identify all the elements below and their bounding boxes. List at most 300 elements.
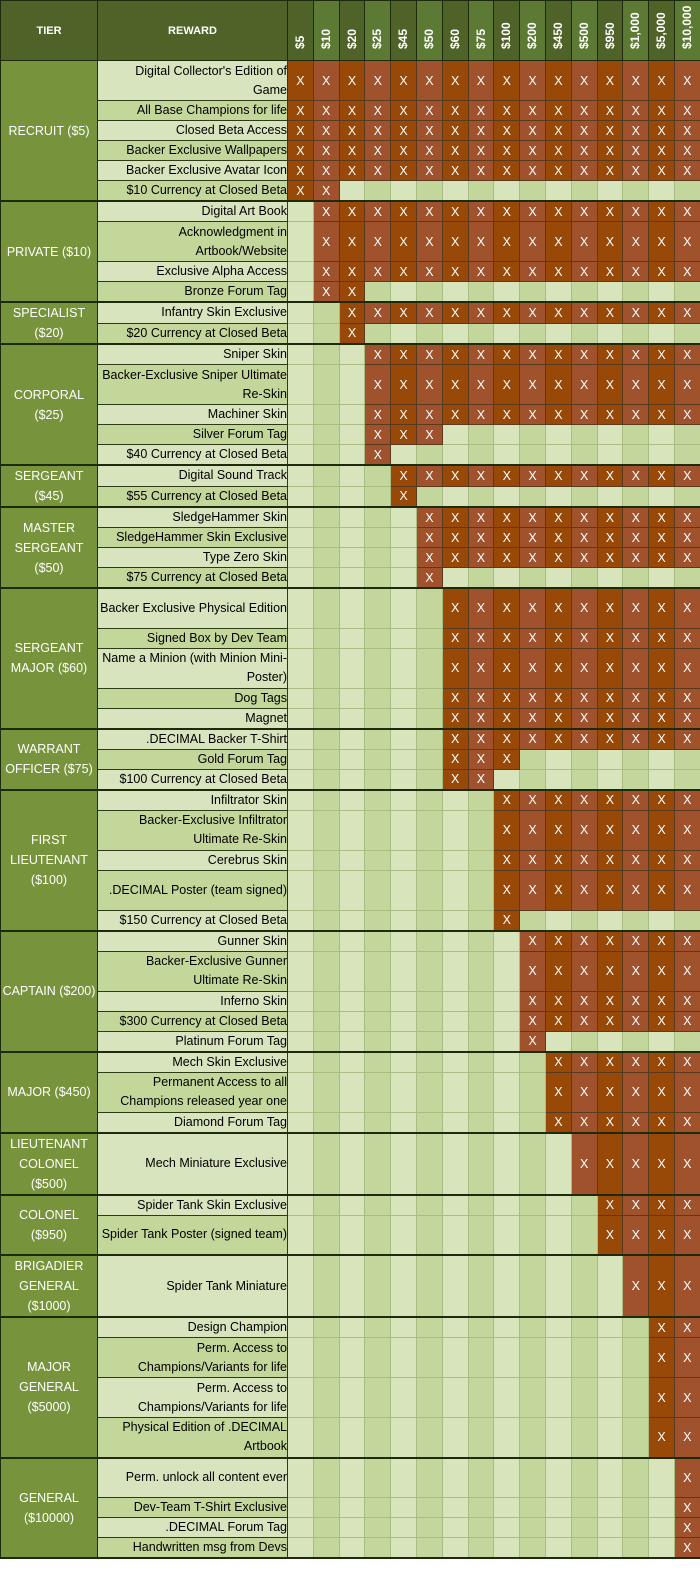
included-mark: X — [674, 588, 700, 628]
included-mark: X — [597, 1052, 623, 1073]
tier-name: FIRST LIEUTENANT ($100) — [1, 790, 98, 931]
included-mark: X — [520, 302, 546, 323]
empty-cell — [571, 910, 597, 931]
included-mark: X — [313, 141, 339, 161]
empty-cell — [416, 991, 442, 1011]
empty-cell — [468, 790, 494, 811]
included-mark: X — [649, 507, 675, 528]
included-mark: X — [468, 262, 494, 282]
included-mark: X — [597, 688, 623, 708]
empty-cell — [520, 425, 546, 445]
empty-cell — [339, 628, 365, 648]
reward-name: Dog Tags — [98, 688, 288, 708]
empty-cell — [339, 425, 365, 445]
included-mark: X — [442, 708, 468, 729]
empty-cell — [339, 486, 365, 507]
empty-cell — [365, 1317, 391, 1338]
included-mark: X — [571, 951, 597, 991]
included-mark: X — [623, 1215, 649, 1255]
included-mark: X — [288, 181, 314, 202]
empty-cell — [571, 1215, 597, 1255]
included-mark: X — [494, 588, 520, 628]
included-mark: X — [468, 101, 494, 121]
empty-cell — [442, 282, 468, 303]
empty-cell — [545, 181, 571, 202]
included-mark: X — [416, 568, 442, 589]
empty-cell — [597, 282, 623, 303]
empty-cell — [520, 1112, 546, 1133]
empty-cell — [468, 1538, 494, 1559]
empty-cell — [313, 425, 339, 445]
empty-cell — [416, 1215, 442, 1255]
included-mark: X — [571, 161, 597, 181]
empty-cell — [365, 749, 391, 769]
included-mark: X — [649, 850, 675, 870]
empty-cell — [545, 1458, 571, 1498]
included-mark: X — [674, 1255, 700, 1317]
included-mark: X — [674, 465, 700, 486]
empty-cell — [313, 1518, 339, 1538]
included-mark: X — [545, 507, 571, 528]
included-mark: X — [442, 262, 468, 282]
empty-cell — [571, 1458, 597, 1498]
empty-cell — [674, 568, 700, 589]
empty-cell — [520, 181, 546, 202]
included-mark: X — [571, 528, 597, 548]
reward-name: Gunner Skin — [98, 931, 288, 952]
included-mark: X — [494, 161, 520, 181]
included-mark: X — [494, 141, 520, 161]
reward-row — [1, 1458, 700, 1498]
included-mark: X — [494, 262, 520, 282]
included-mark: X — [674, 1458, 700, 1498]
included-mark: X — [468, 769, 494, 790]
empty-cell — [416, 1133, 442, 1195]
reward-row — [1, 931, 700, 952]
empty-cell — [365, 991, 391, 1011]
empty-cell — [442, 1458, 468, 1498]
included-mark: X — [520, 61, 546, 101]
included-mark: X — [520, 648, 546, 688]
reward-name: Infiltrator Skin — [98, 790, 288, 811]
tier-name: SPECIALIST ($20) — [1, 302, 98, 344]
empty-cell — [313, 1133, 339, 1195]
empty-cell — [494, 1195, 520, 1216]
empty-cell — [494, 486, 520, 507]
empty-cell — [288, 262, 314, 282]
included-mark: X — [571, 465, 597, 486]
empty-cell — [545, 1518, 571, 1538]
empty-cell — [313, 628, 339, 648]
empty-cell — [494, 1458, 520, 1498]
included-mark: X — [288, 61, 314, 101]
included-mark: X — [468, 528, 494, 548]
empty-cell — [494, 282, 520, 303]
included-mark: X — [571, 548, 597, 568]
empty-cell — [416, 1112, 442, 1133]
empty-cell — [365, 528, 391, 548]
included-mark: X — [494, 548, 520, 568]
amount-column-header — [416, 1, 442, 61]
included-mark: X — [520, 628, 546, 648]
included-mark: X — [674, 1133, 700, 1195]
empty-cell — [288, 1378, 314, 1418]
included-mark: X — [623, 688, 649, 708]
included-mark: X — [597, 588, 623, 628]
reward-row — [1, 344, 700, 365]
empty-cell — [494, 1112, 520, 1133]
empty-cell — [365, 465, 391, 486]
included-mark: X — [649, 1133, 675, 1195]
included-mark: X — [597, 1011, 623, 1031]
amount-label: $10 — [318, 28, 333, 49]
included-mark: X — [494, 688, 520, 708]
included-mark: X — [468, 405, 494, 425]
included-mark: X — [545, 1112, 571, 1133]
empty-cell — [468, 1052, 494, 1073]
empty-cell — [313, 344, 339, 365]
included-mark: X — [545, 648, 571, 688]
empty-cell — [416, 688, 442, 708]
amount-label: $20 — [344, 28, 359, 49]
included-mark: X — [649, 344, 675, 365]
reward-row — [1, 445, 700, 466]
included-mark: X — [649, 810, 675, 850]
included-mark: X — [674, 61, 700, 101]
included-mark: X — [494, 101, 520, 121]
included-mark: X — [339, 101, 365, 121]
empty-cell — [288, 507, 314, 528]
included-mark: X — [649, 1215, 675, 1255]
empty-cell — [468, 1195, 494, 1216]
included-mark: X — [649, 1255, 675, 1317]
included-mark: X — [442, 61, 468, 101]
included-mark: X — [623, 528, 649, 548]
empty-cell — [416, 931, 442, 952]
included-mark: X — [339, 161, 365, 181]
empty-cell — [391, 445, 417, 466]
empty-cell — [468, 568, 494, 589]
reward-name: Perm. Access to Champions/Variants for life — [98, 1338, 288, 1378]
included-mark: X — [623, 588, 649, 628]
included-mark: X — [674, 201, 700, 222]
included-mark: X — [442, 201, 468, 222]
included-mark: X — [674, 790, 700, 811]
empty-cell — [288, 749, 314, 769]
included-mark: X — [623, 262, 649, 282]
empty-cell — [288, 729, 314, 750]
included-mark: X — [674, 708, 700, 729]
included-mark: X — [571, 729, 597, 750]
included-mark: X — [571, 201, 597, 222]
reward-row — [1, 486, 700, 507]
empty-cell — [623, 568, 649, 589]
included-mark: X — [520, 141, 546, 161]
empty-cell — [442, 445, 468, 466]
included-mark: X — [494, 61, 520, 101]
empty-cell — [365, 282, 391, 303]
empty-cell — [468, 486, 494, 507]
included-mark: X — [649, 1378, 675, 1418]
empty-cell — [313, 445, 339, 466]
reward-name: SledgeHammer Skin Exclusive — [98, 528, 288, 548]
included-mark: X — [623, 1133, 649, 1195]
empty-cell — [391, 1458, 417, 1498]
included-mark: X — [649, 708, 675, 729]
included-mark: X — [339, 282, 365, 303]
included-mark: X — [597, 708, 623, 729]
empty-cell — [442, 870, 468, 910]
included-mark: X — [520, 688, 546, 708]
included-mark: X — [571, 1133, 597, 1195]
empty-cell — [365, 1031, 391, 1052]
empty-cell — [674, 282, 700, 303]
included-mark: X — [520, 991, 546, 1011]
empty-cell — [416, 708, 442, 729]
empty-cell — [468, 1338, 494, 1378]
empty-cell — [468, 1072, 494, 1112]
empty-cell — [391, 548, 417, 568]
empty-cell — [468, 1031, 494, 1052]
included-mark: X — [649, 1338, 675, 1378]
empty-cell — [313, 991, 339, 1011]
empty-cell — [468, 425, 494, 445]
empty-cell — [442, 323, 468, 344]
empty-cell — [365, 648, 391, 688]
included-mark: X — [468, 161, 494, 181]
empty-cell — [313, 1317, 339, 1338]
empty-cell — [339, 528, 365, 548]
included-mark: X — [468, 302, 494, 323]
empty-cell — [416, 951, 442, 991]
empty-cell — [468, 931, 494, 952]
included-mark: X — [674, 870, 700, 910]
included-mark: X — [571, 628, 597, 648]
reward-row — [1, 181, 700, 202]
empty-cell — [416, 282, 442, 303]
included-mark: X — [597, 161, 623, 181]
empty-cell — [494, 1052, 520, 1073]
included-mark: X — [313, 282, 339, 303]
included-mark: X — [623, 1072, 649, 1112]
reward-row — [1, 790, 700, 811]
included-mark: X — [571, 810, 597, 850]
reward-name: $75 Currency at Closed Beta — [98, 568, 288, 589]
included-mark: X — [391, 61, 417, 101]
included-mark: X — [442, 141, 468, 161]
reward-name: Type Zero Skin — [98, 548, 288, 568]
reward-name: Dev-Team T-Shirt Exclusive — [98, 1498, 288, 1518]
empty-cell — [597, 1498, 623, 1518]
empty-cell — [313, 1011, 339, 1031]
included-mark: X — [545, 465, 571, 486]
included-mark: X — [623, 991, 649, 1011]
empty-cell — [494, 769, 520, 790]
empty-cell — [339, 769, 365, 790]
empty-cell — [365, 910, 391, 931]
included-mark: X — [416, 405, 442, 425]
included-mark: X — [623, 810, 649, 850]
empty-cell — [339, 850, 365, 870]
empty-cell — [313, 1255, 339, 1317]
included-mark: X — [520, 507, 546, 528]
included-mark: X — [545, 344, 571, 365]
empty-cell — [468, 323, 494, 344]
included-mark: X — [313, 101, 339, 121]
included-mark: X — [597, 405, 623, 425]
included-mark: X — [623, 201, 649, 222]
reward-name: Signed Box by Dev Team — [98, 628, 288, 648]
included-mark: X — [674, 729, 700, 750]
reward-name: Silver Forum Tag — [98, 425, 288, 445]
empty-cell — [597, 1418, 623, 1458]
reward-name: Handwritten msg from Devs — [98, 1538, 288, 1559]
empty-cell — [339, 588, 365, 628]
amount-column-header — [520, 1, 546, 61]
included-mark: X — [597, 528, 623, 548]
included-mark: X — [468, 507, 494, 528]
empty-cell — [339, 729, 365, 750]
included-mark: X — [545, 1052, 571, 1073]
included-mark: X — [365, 222, 391, 262]
empty-cell — [623, 1518, 649, 1538]
empty-cell — [313, 648, 339, 688]
included-mark: X — [623, 507, 649, 528]
included-mark: X — [571, 1112, 597, 1133]
reward-row — [1, 548, 700, 568]
included-mark: X — [365, 201, 391, 222]
empty-cell — [416, 769, 442, 790]
included-mark: X — [365, 121, 391, 141]
included-mark: X — [494, 302, 520, 323]
empty-cell — [391, 1538, 417, 1559]
included-mark: X — [649, 262, 675, 282]
included-mark: X — [597, 1195, 623, 1216]
empty-cell — [391, 790, 417, 811]
empty-cell — [365, 951, 391, 991]
included-mark: X — [571, 121, 597, 141]
included-mark: X — [649, 648, 675, 688]
empty-cell — [391, 850, 417, 870]
empty-cell — [288, 708, 314, 729]
empty-cell — [520, 1418, 546, 1458]
included-mark: X — [365, 365, 391, 405]
included-mark: X — [416, 344, 442, 365]
included-mark: X — [674, 1215, 700, 1255]
included-mark: X — [339, 323, 365, 344]
amount-label: $1,000 — [628, 12, 643, 49]
empty-cell — [391, 1195, 417, 1216]
empty-cell — [313, 708, 339, 729]
included-mark: X — [597, 302, 623, 323]
empty-cell — [391, 931, 417, 952]
empty-cell — [339, 1538, 365, 1559]
included-mark: X — [365, 262, 391, 282]
empty-cell — [442, 1255, 468, 1317]
included-mark: X — [674, 344, 700, 365]
included-mark: X — [674, 1317, 700, 1338]
empty-cell — [623, 1031, 649, 1052]
included-mark: X — [649, 141, 675, 161]
included-mark: X — [571, 991, 597, 1011]
included-mark: X — [442, 769, 468, 790]
empty-cell — [545, 1255, 571, 1317]
included-mark: X — [494, 344, 520, 365]
included-mark: X — [391, 465, 417, 486]
empty-cell — [468, 991, 494, 1011]
empty-cell — [442, 568, 468, 589]
empty-cell — [494, 1378, 520, 1418]
empty-cell — [442, 790, 468, 811]
empty-cell — [442, 991, 468, 1011]
included-mark: X — [623, 729, 649, 750]
included-mark: X — [674, 1378, 700, 1418]
included-mark: X — [571, 141, 597, 161]
tier-name: GENERAL ($10000) — [1, 1458, 98, 1559]
empty-cell — [288, 1538, 314, 1559]
included-mark: X — [520, 1031, 546, 1052]
empty-cell — [416, 1538, 442, 1559]
included-mark: X — [442, 628, 468, 648]
empty-cell — [339, 1195, 365, 1216]
empty-cell — [365, 323, 391, 344]
empty-cell — [288, 688, 314, 708]
included-mark: X — [545, 991, 571, 1011]
empty-cell — [288, 1338, 314, 1378]
reward-name: Platinum Forum Tag — [98, 1031, 288, 1052]
empty-cell — [339, 365, 365, 405]
empty-cell — [520, 1133, 546, 1195]
included-mark: X — [468, 365, 494, 405]
empty-cell — [313, 507, 339, 528]
included-mark: X — [597, 991, 623, 1011]
empty-cell — [339, 991, 365, 1011]
empty-cell — [339, 951, 365, 991]
empty-cell — [520, 1338, 546, 1378]
included-mark: X — [571, 870, 597, 910]
empty-cell — [674, 486, 700, 507]
included-mark: X — [649, 161, 675, 181]
included-mark: X — [649, 1317, 675, 1338]
empty-cell — [365, 181, 391, 202]
empty-cell — [416, 1317, 442, 1338]
included-mark: X — [623, 302, 649, 323]
included-mark: X — [597, 1072, 623, 1112]
empty-cell — [545, 568, 571, 589]
included-mark: X — [623, 648, 649, 688]
empty-cell — [313, 870, 339, 910]
tier-name: PRIVATE ($10) — [1, 201, 98, 302]
empty-cell — [288, 931, 314, 952]
empty-cell — [442, 1518, 468, 1538]
empty-cell — [597, 769, 623, 790]
reward-row — [1, 628, 700, 648]
empty-cell — [674, 1031, 700, 1052]
included-mark: X — [623, 850, 649, 870]
empty-cell — [365, 1458, 391, 1498]
included-mark: X — [674, 101, 700, 121]
amount-column-header — [494, 1, 520, 61]
reward-row — [1, 810, 700, 850]
empty-cell — [339, 931, 365, 952]
empty-cell — [288, 1072, 314, 1112]
empty-cell — [545, 749, 571, 769]
amount-column-header — [313, 1, 339, 61]
reward-row — [1, 769, 700, 790]
amount-label: $60 — [447, 28, 462, 49]
empty-cell — [391, 870, 417, 910]
empty-cell — [597, 749, 623, 769]
